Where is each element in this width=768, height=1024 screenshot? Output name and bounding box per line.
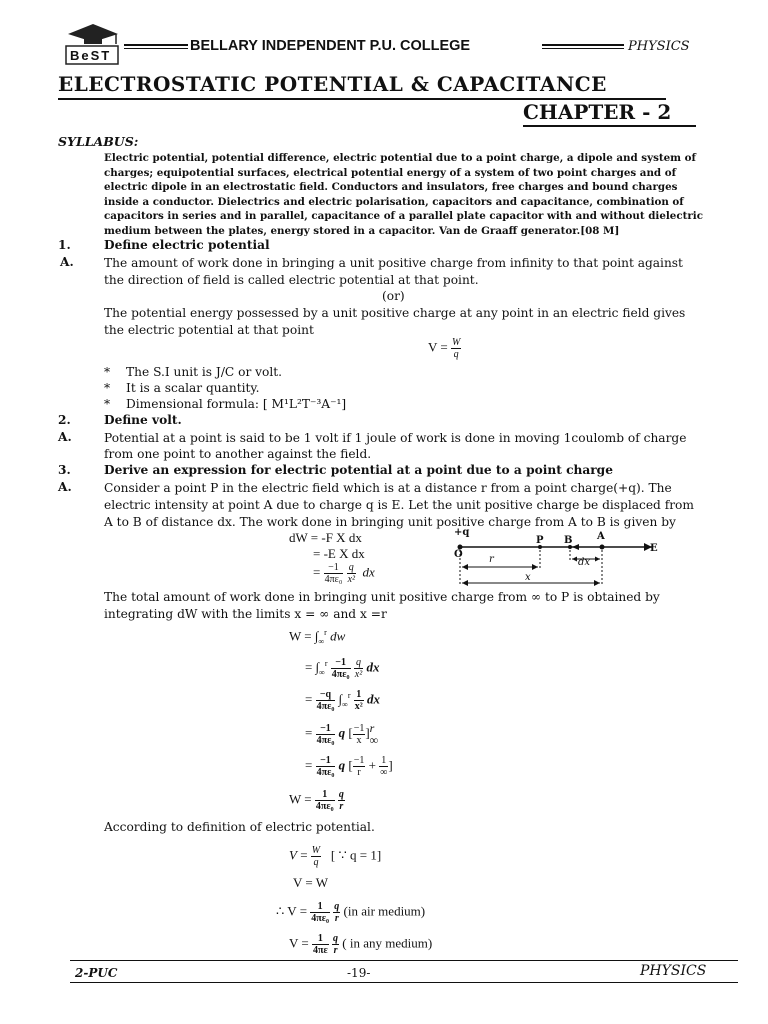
eq-step-3: = $\frac{-1}{\text{4πε₀}}$ q [ $\frac{-1}{x}$ ]r ∞ bbox=[305, 721, 379, 747]
header-subject: PHYSICS bbox=[628, 39, 690, 54]
bullet-text: The S.I unit is J/C or volt. bbox=[126, 365, 283, 379]
diagram-label-p: P bbox=[536, 535, 544, 546]
any-medium-note: ( in any medium) bbox=[342, 935, 433, 951]
eq-v-air: ∴ V = $\frac{1}{\text{4πε₀}}$ $\frac{q}{r}$ (in air medium) bbox=[276, 901, 426, 924]
diagram-label-dx: dx bbox=[578, 557, 591, 568]
q1-line: the direction of field is called electric potential at that point. bbox=[104, 273, 479, 287]
college-logo bbox=[62, 22, 124, 66]
syllabus-line: capacitors in series and in parallel, capacitance of a parallel plate capacitor with and without dielectric bbox=[104, 210, 703, 223]
eq-v-any: V = $\frac{1}{4\pi\varepsilon}$ $\frac{q}{r}$ ( in any medium) bbox=[289, 933, 433, 956]
page-title: ELECTROSTATIC POTENTIAL & CAPACITANCE bbox=[58, 72, 607, 96]
because-note: [ ∵ q = 1] bbox=[330, 847, 382, 863]
bullet-item: * The S.I unit is J/C or volt. bbox=[104, 365, 283, 379]
eq-w-integral: $W = \int_\infty^r$ dw bbox=[289, 628, 346, 646]
eq-dw: dW = -F X dx bbox=[289, 530, 362, 545]
q3-line: electric intensity at point A due to charge q is E. Let the unit positive charge be displaced from bbox=[104, 498, 694, 512]
eq-step-4: = $\frac{-1}{\text{4πε₀}}$ q [ $\frac{-1}{r}$ + $\frac{1}{\infty}$ ] bbox=[305, 755, 393, 778]
chapter-title: CHAPTER - 2 bbox=[523, 100, 672, 124]
eq-edx: = -E X dx bbox=[313, 546, 365, 561]
q2-answer-label: A. bbox=[58, 430, 72, 444]
q1-answer bbox=[104, 255, 683, 289]
q1-question: Define electric potential bbox=[104, 238, 270, 252]
college-name: BELLARY INDEPENDENT P.U. COLLEGE bbox=[190, 38, 471, 54]
q3-question: Derive an expression for electric potential at a point due to a point charge bbox=[104, 463, 613, 477]
eq-step-1: = $\int_\infty^r$ $\frac{-1}{\text{4πε₀}}$ $\frac{q}{\text{x²}}$ dx bbox=[305, 657, 380, 680]
q1-line: The potential energy possessed by a unit positive charge at any point in an electric field gives bbox=[104, 306, 686, 320]
formula-den: q bbox=[453, 349, 459, 360]
q2-number: 2. bbox=[58, 413, 71, 427]
eq-v-def: V = $\frac{W}{q}$ [ ∵ q = 1] bbox=[289, 845, 382, 868]
q1-number: 1. bbox=[58, 238, 71, 252]
diagram-label-charge: +q bbox=[454, 527, 470, 538]
diagram-label-b: B bbox=[564, 535, 573, 546]
formula-fraction bbox=[451, 337, 461, 360]
q1-formula bbox=[428, 337, 461, 360]
q3-line: Consider a point P in the electric field which is at a distance r from a point charge(+q). The bbox=[104, 481, 672, 495]
air-medium-note: (in air medium) bbox=[343, 903, 426, 919]
q3-answer-label: A. bbox=[58, 480, 72, 494]
q3-line: A to B of distance dx. The work done in bringing unit positive charge from A to B is given by bbox=[104, 515, 676, 529]
syllabus-line: Electric potential, potential difference, electric potential due to a point charge, a dipole and system of bbox=[104, 152, 696, 164]
diagram-label-e: E bbox=[650, 543, 658, 554]
according-text: According to definition of electric potential. bbox=[104, 820, 375, 834]
q3-line: integrating dW with the limits x = ∞ and x =r bbox=[104, 607, 387, 621]
diagram-label-x: x bbox=[525, 572, 531, 583]
syllabus-heading: SYLLABUS: bbox=[58, 134, 139, 149]
q1-or: (or) bbox=[382, 289, 405, 303]
q2-question: Define volt. bbox=[104, 413, 182, 427]
q2-line: Potential at a point is said to be 1 volt if 1 joule of work is done in moving 1coulomb of charge bbox=[104, 431, 687, 445]
syllabus-line: electric dipole in an electrostatic field. Conductors and insulators, free charges and bound charges bbox=[104, 181, 678, 194]
syllabus-line: charges; equipotential surfaces, electrical potential energy of a system of two point charges and of bbox=[104, 166, 677, 179]
footer-class: 2-PUC bbox=[75, 966, 118, 980]
bullet-text: Dimensional formula: [ M¹L²T⁻³A⁻¹] bbox=[126, 397, 347, 411]
eq-coulomb: = $\frac{-1}{\text{4πε₀}}$ $\frac{q}{\text{x²}}$ dx bbox=[313, 562, 375, 585]
q3-total bbox=[104, 589, 660, 623]
bullet-item: * Dimensional formula: [ M¹L²T⁻³A⁻¹] bbox=[104, 397, 347, 411]
logo-text: BeST bbox=[70, 48, 112, 63]
q3-answer bbox=[104, 480, 694, 531]
q2-line: from one point to another against the field. bbox=[104, 447, 372, 461]
q1-answer-label: A. bbox=[60, 255, 74, 269]
q3-line: The total amount of work done in bringing unit positive charge from ∞ to P is obtained by bbox=[104, 590, 660, 604]
syllabus-text bbox=[104, 151, 703, 239]
eq-step-2: = $\frac{-q}{\text{4πε₀}}$ $\int_\infty^r$ $\frac{1}{\text{x²}}$ dx bbox=[305, 689, 381, 712]
q1-bullets bbox=[104, 364, 346, 412]
diagram-label-origin: O bbox=[454, 549, 463, 560]
diagram-label-r: r bbox=[489, 554, 494, 565]
q1-line: the electric potential at that point bbox=[104, 323, 314, 337]
bullet-item: * It is a scalar quantity. bbox=[104, 381, 260, 395]
eq-w-result: W = $\frac{1}{\text{4πε₀}}$ $\frac{q}{r}$ bbox=[289, 789, 344, 812]
syllabus-line: inside a conductor. Dielectrics and electric polarisation, capacitors and capacitance, combination of bbox=[104, 195, 684, 208]
q2-answer bbox=[104, 430, 686, 462]
charge-diagram bbox=[448, 528, 670, 592]
page-number: -19- bbox=[347, 966, 371, 980]
eq-v-w: V = W bbox=[293, 875, 329, 890]
diagram-label-a: A bbox=[597, 531, 605, 542]
footer-subject: PHYSICS bbox=[640, 963, 707, 979]
formula-lhs: V = bbox=[428, 339, 448, 355]
formula-num: W bbox=[452, 337, 461, 348]
q1-answer-alt bbox=[104, 305, 685, 339]
syllabus-line: medium between the plates, energy stored in a capacitor. Van de Graaff generator.[08 M] bbox=[104, 224, 620, 237]
q3-number: 3. bbox=[58, 463, 71, 477]
bullet-text: It is a scalar quantity. bbox=[126, 381, 260, 395]
q1-line: The amount of work done in bringing a unit positive charge from infinity to that point against bbox=[104, 256, 683, 270]
